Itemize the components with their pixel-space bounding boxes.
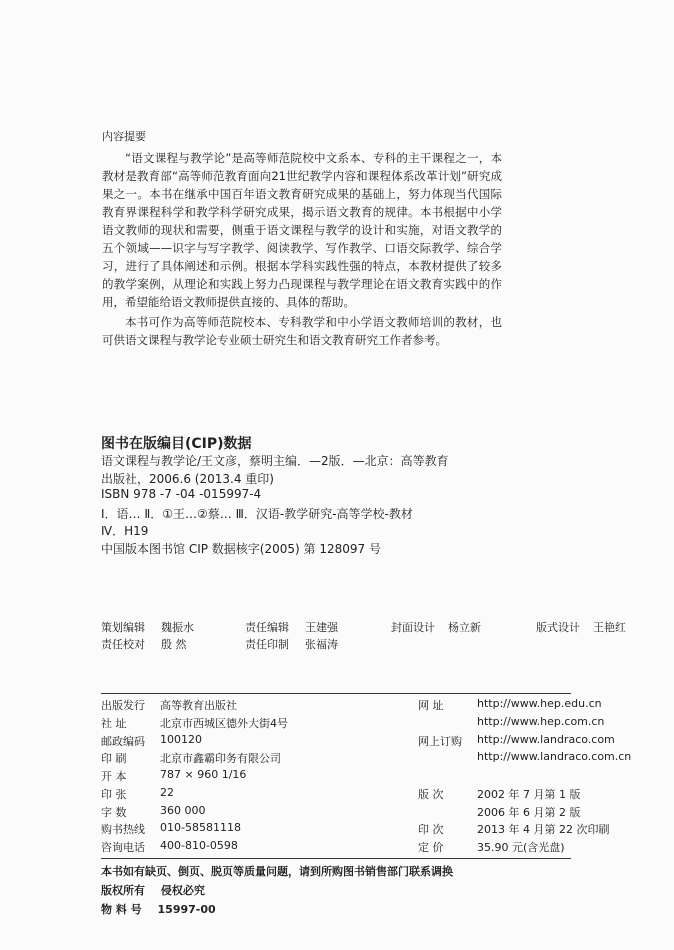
printer-label: 印 刷	[101, 752, 127, 765]
web-url-1[interactable]: http://www.hep.edu.cn	[477, 697, 602, 710]
resp-editor: 王建强	[305, 621, 338, 634]
web-label: 网 址	[418, 699, 444, 712]
sheets: 22	[160, 786, 174, 799]
impression: 2013 年 4 月第 22 次印刷	[477, 823, 610, 836]
sheets-label: 印 张	[101, 788, 127, 801]
edition-label: 版 次	[418, 788, 444, 801]
cip-line-4: Ⅰ．语… Ⅱ．①王…②蔡… Ⅲ．汉语-教学研究-高等学校-教材	[101, 507, 413, 521]
format: 787 × 960 1/16	[160, 768, 247, 781]
address-label: 社 址	[101, 717, 127, 730]
postcode-label: 邮政编码	[101, 735, 145, 748]
abstract-paragraph-2: 本书可作为高等师范院校本、专科教学和中小学语文教师培训的教材，也可供语文课程与教学论专业硕士研究生和语文教育研究工作者参考。	[102, 315, 502, 347]
printing-label: 责任印制	[245, 638, 289, 651]
cip-line-5: Ⅳ．H19	[101, 524, 149, 538]
planning-editor-label: 策划编辑	[101, 621, 145, 634]
edition-2: 2006 年 6 月第 2 版	[477, 806, 581, 819]
price-label: 定 价	[418, 841, 444, 854]
layout-design-label: 版式设计	[536, 621, 580, 634]
order-label: 网上订购	[418, 735, 462, 748]
impression-label: 印 次	[418, 823, 444, 836]
proofreader-label: 责任校对	[101, 638, 145, 651]
price: 35.90 元(含光盘)	[477, 841, 565, 854]
order-url-2[interactable]: http://www.landraco.com.cn	[477, 750, 632, 763]
resp-editor-label: 责任编辑	[245, 621, 289, 634]
abstract-heading: 内容提要	[102, 130, 146, 143]
material-label: 物 料 号	[101, 903, 142, 916]
edition-1: 2002 年 7 月第 1 版	[477, 788, 581, 801]
postcode: 100120	[160, 733, 202, 746]
words-label: 字 数	[101, 806, 127, 819]
rights-row	[101, 882, 205, 898]
layout-design: 王艳红	[593, 621, 626, 634]
material-row	[101, 901, 216, 917]
printer: 北京市鑫霸印务有限公司	[160, 752, 281, 765]
web-url-2[interactable]: http://www.hep.com.cn	[477, 715, 605, 728]
rights-label: 版权所有	[101, 884, 145, 897]
printing-supervisor: 张福涛	[305, 638, 338, 651]
consult: 400-810-0598	[160, 839, 238, 852]
abstract-paragraph-1: “语文课程与教学论”是高等师范院校中文系本、专科的主干课程之一，本教材是教育部“高等师范教育面向21世纪教学内容和课程体系改革计划”研究成果之一。本书在继承中国百年语文教育研究成果的基础上，努力体现当代国际教育界课程科学和教学科学研究成果，揭示语文教育的规律。本书根据中小学语文教师的现状和需要，侧重于语文课程与教学的设计和实施，对语文教学的五个领域——识字与写字教学、阅读教学、写作教学、口语交际教学、综合学习，进行了具体阐述和示例。根据本学科实践性强的特点，本教材提供了较多的教学案例，从理论和实践上努力凸现课程与教学理论在语文教育实践中的作用，希望能给语文教师提供直接的、具体的帮助。	[102, 151, 502, 309]
hotline: 010-58581118	[160, 821, 241, 834]
consult-label: 咨询电话	[101, 841, 145, 854]
proofreader: 殷 然	[161, 638, 187, 651]
format-label: 开 本	[101, 770, 127, 783]
cip-line-6: 中国版本图书馆 CIP 数据核字(2005) 第 128097 号	[101, 542, 381, 556]
cip-line-1: 语文课程与教学论/王文彦，蔡明主编．—2版．—北京：高等教育	[101, 454, 449, 468]
planning-editor: 魏振水	[161, 621, 194, 634]
words: 360 000	[160, 804, 206, 817]
bottom-rule	[101, 858, 571, 859]
publisher: 高等教育出版社	[160, 699, 237, 712]
hotline-label: 购书热线	[101, 823, 145, 836]
order-url-1[interactable]: http://www.landraco.com	[477, 733, 615, 746]
cover-design: 杨立新	[448, 621, 481, 634]
rights-text: 侵权必究	[160, 884, 205, 897]
cip-isbn: ISBN 978 -7 -04 -015997-4	[101, 487, 262, 501]
material-number: 15997-00	[157, 903, 216, 916]
top-rule	[101, 693, 571, 694]
cip-title: 图书在版编目(CIP)数据	[101, 436, 252, 452]
cover-design-label: 封面设计	[391, 621, 435, 634]
quality-notice: 本书如有缺页、倒页、脱页等质量问题，请到所购图书销售部门联系调换	[101, 865, 453, 878]
address: 北京市西城区德外大街4号	[160, 717, 288, 730]
cip-line-2: 出版社，2006.6 (2013.4 重印)	[101, 472, 274, 486]
publisher-label: 出版发行	[101, 699, 145, 712]
